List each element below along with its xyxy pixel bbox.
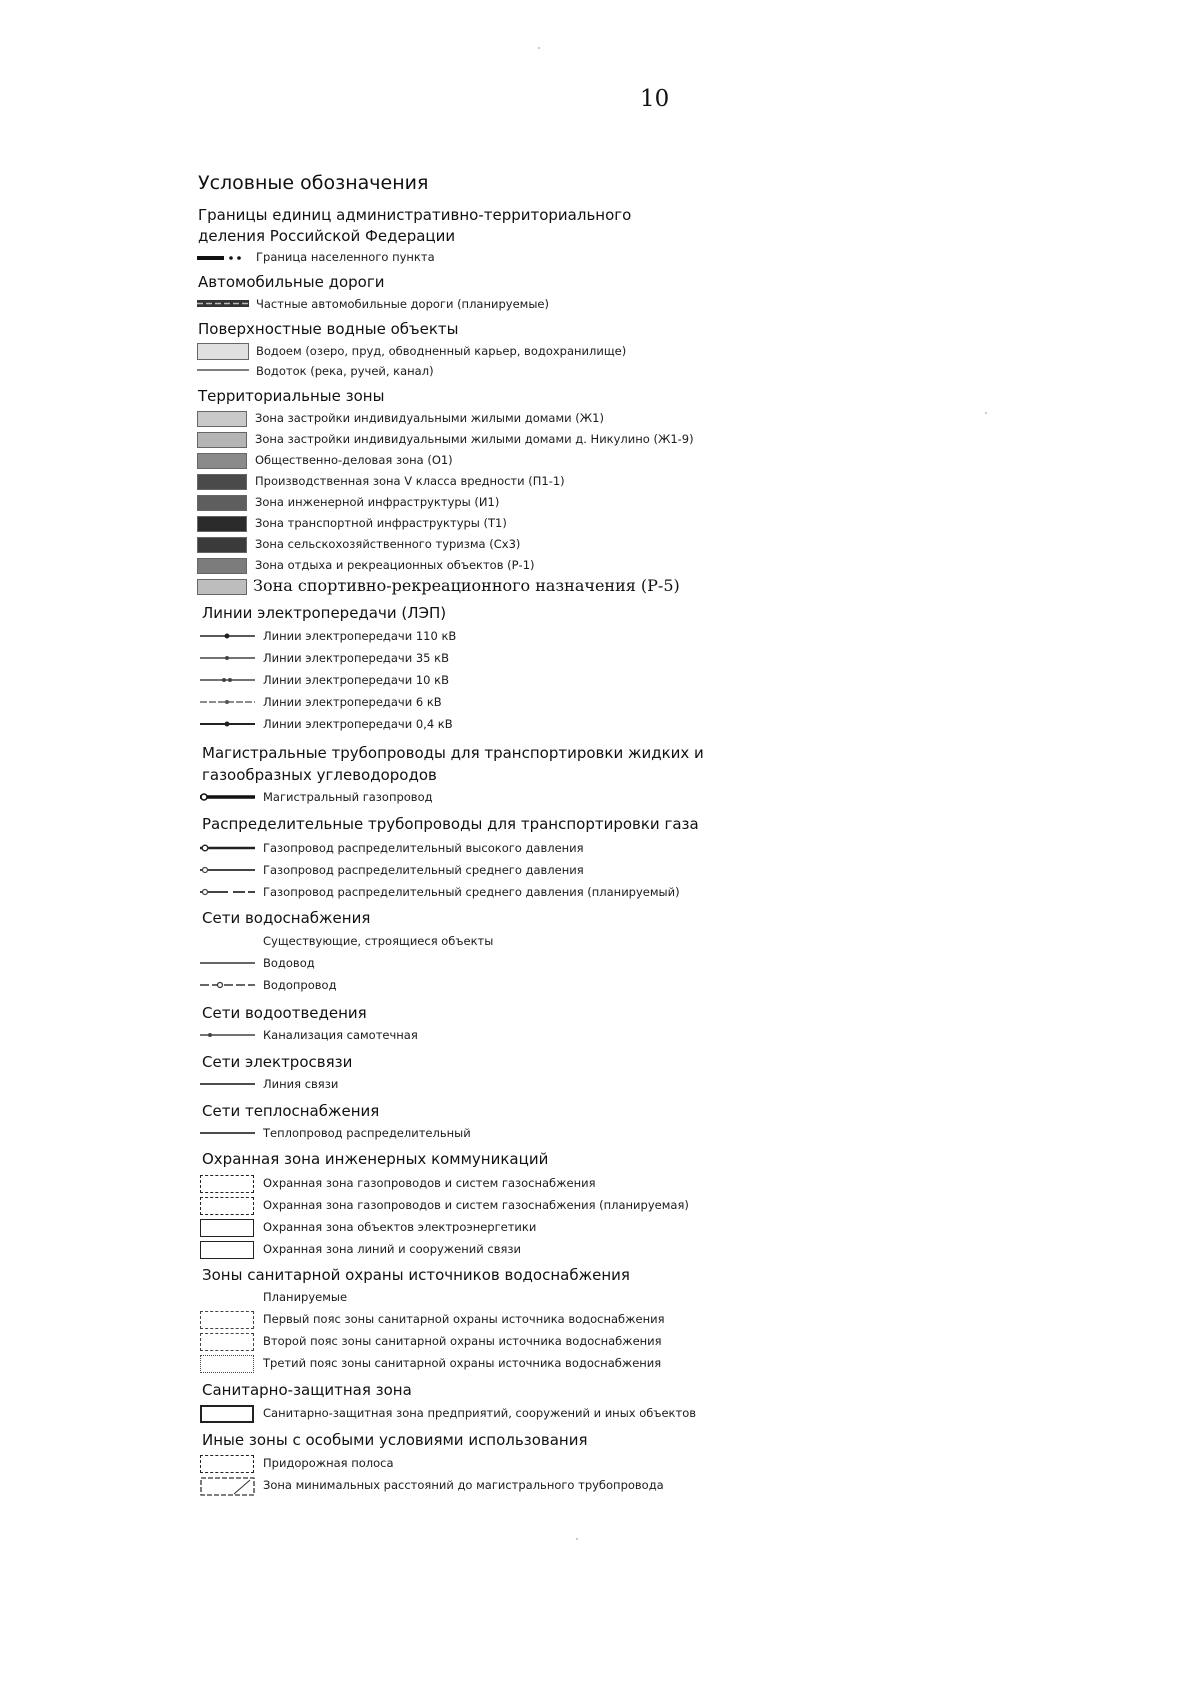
guard-gas-zone-planned-frame [200, 1197, 254, 1215]
sanitary-belt-2-label: Второй пояс зоны санитарной охраны источника водоснабжения [263, 1334, 662, 1348]
scan-speck [985, 412, 987, 414]
zone-t1-swatch [197, 516, 247, 532]
watercourse-icon [197, 366, 251, 374]
trunk-heading-1: Магистральные трубопроводы для транспортировки жидких и [202, 744, 704, 762]
roadside-strip-frame [200, 1455, 254, 1473]
sanitary-belt-3-frame [200, 1355, 254, 1373]
trunk-gas-pipeline-icon [200, 792, 258, 802]
page-number: 10 [640, 86, 670, 112]
power-heading: Линии электропередачи (ЛЭП) [202, 604, 447, 622]
zone-zh1-label: Зона застройки индивидуальными жилыми домами (Ж1) [255, 411, 604, 425]
gas-high-pressure-icon [200, 843, 258, 853]
watercourse-label: Водоток (река, ручей, канал) [256, 364, 434, 378]
guard-telecom-zone-frame [200, 1241, 254, 1259]
gas-medium-pressure-label: Газопровод распределительный среднего давления [263, 863, 584, 877]
scan-speck [576, 1538, 578, 1540]
water-pipeline-label: Водопровод [263, 978, 337, 992]
min-distance-zone-icon [200, 1477, 256, 1497]
roadside-strip-label: Придорожная полоса [263, 1456, 394, 1470]
heat-heading: Сети теплоснабжения [202, 1102, 380, 1120]
trunk-heading-2: газообразных углеводородов [202, 766, 437, 784]
sanitary-subheading: Планируемые [263, 1290, 348, 1304]
reservoir-icon [197, 343, 249, 360]
power-line-04kv-label: Линии электропередачи 0,4 кВ [263, 717, 453, 731]
legend-title: Условные обозначения [198, 172, 429, 194]
zone-zh1-9-label: Зона застройки индивидуальными жилыми домами д. Никулино (Ж1-9) [255, 432, 694, 446]
guard-telecom-zone-label: Охранная зона линий и сооружений связи [263, 1242, 521, 1256]
scan-speck [538, 47, 540, 49]
zone-sx3-swatch [197, 537, 247, 553]
guard-power-zone-frame [200, 1219, 254, 1237]
zone-zh1-swatch [197, 411, 247, 427]
zones-heading: Территориальные зоны [198, 387, 385, 405]
power-line-110kv-icon [200, 631, 258, 641]
gas-high-pressure-label: Газопровод распределительный высокого давления [263, 841, 584, 855]
roads-heading: Автомобильные дороги [198, 273, 385, 291]
zone-p1-1-swatch [197, 474, 247, 490]
sanitary-belt-2-frame [200, 1333, 254, 1351]
sanprot-heading: Санитарно-защитная зона [202, 1381, 412, 1399]
zone-r5-swatch [197, 579, 247, 595]
reservoir-label: Водоем (озеро, пруд, обводненный карьер, водохранилище) [256, 344, 627, 358]
zone-r1-swatch [197, 558, 247, 574]
water-heading: Поверхностные водные объекты [198, 320, 459, 338]
power-line-110kv-label: Линии электропередачи 110 кВ [263, 629, 457, 643]
gas-medium-pressure-icon [200, 865, 258, 875]
guard-gas-zone-label: Охранная зона газопроводов и систем газоснабжения [263, 1176, 596, 1190]
zone-p1-1-label: Производственная зона V класса вредности (П1-1) [255, 474, 565, 488]
sanprot-zone-label: Санитарно-защитная зона предприятий, сооружений и иных объектов [263, 1406, 697, 1420]
water-pipeline-icon [200, 980, 258, 990]
zone-t1-label: Зона транспортной инфраструктуры (Т1) [255, 516, 507, 530]
gas-medium-pressure-planned-label: Газопровод распределительный среднего давления (планируемый) [263, 885, 680, 899]
telecom-line-label: Линия связи [263, 1077, 339, 1091]
gravity-sewer-label: Канализация самотечная [263, 1028, 418, 1042]
min-distance-zone-label: Зона минимальных расстояний до магистрального трубопровода [263, 1478, 664, 1492]
telecom-line-icon [200, 1079, 258, 1089]
settlement-boundary-label: Граница населенного пункта [256, 250, 435, 264]
sanitary-belt-1-frame [200, 1311, 254, 1329]
water-main-label: Водовод [263, 956, 315, 970]
guard-gas-zone-frame [200, 1175, 254, 1193]
gas-medium-pressure-planned-icon [200, 887, 258, 897]
water-main-icon [200, 958, 258, 968]
power-line-10kv-icon [200, 675, 258, 685]
heat-pipeline-icon [200, 1128, 258, 1138]
zone-i1-label: Зона инженерной инфраструктуры (И1) [255, 495, 500, 509]
guard-heading: Охранная зона инженерных коммуникаций [202, 1150, 549, 1168]
planned-road-label: Частные автомобильные дороги (планируемые) [256, 297, 549, 311]
other-heading: Иные зоны с особыми условиями использования [202, 1431, 588, 1449]
sanprot-zone-frame [200, 1405, 254, 1423]
power-line-6kv-icon [200, 697, 258, 707]
watersupply-heading: Сети водоснабжения [202, 909, 371, 927]
power-line-10kv-label: Линии электропередачи 10 кВ [263, 673, 449, 687]
admin-heading-1: Границы единиц административно-территориального [198, 206, 632, 224]
sanitary-heading: Зоны санитарной охраны источников водоснабжения [202, 1266, 630, 1284]
sanitary-belt-3-label: Третий пояс зоны санитарной охраны источника водоснабжения [263, 1356, 662, 1370]
zone-r5-label: Зона спортивно-рекреационного назначения (Р-5) [253, 576, 680, 595]
zone-sx3-label: Зона сельскохозяйственного туризма (Сх3) [255, 537, 521, 551]
sewer-heading: Сети водоотведения [202, 1004, 367, 1022]
telecom-heading: Сети электросвязи [202, 1053, 353, 1071]
power-line-6kv-label: Линии электропередачи 6 кВ [263, 695, 442, 709]
power-line-35kv-icon [200, 653, 258, 663]
admin-heading-2: деления Российской Федерации [198, 227, 456, 245]
zone-zh1-9-swatch [197, 432, 247, 448]
sanitary-belt-1-label: Первый пояс зоны санитарной охраны источника водоснабжения [263, 1312, 665, 1326]
gravity-sewer-icon [200, 1030, 258, 1040]
zone-i1-swatch [197, 495, 247, 511]
power-line-04kv-icon [200, 719, 258, 729]
zone-r1-label: Зона отдыха и рекреационных объектов (Р-1) [255, 558, 535, 572]
zone-o1-label: Общественно-деловая зона (О1) [255, 453, 453, 467]
zone-o1-swatch [197, 453, 247, 469]
power-line-35kv-label: Линии электропередачи 35 кВ [263, 651, 449, 665]
gas-heading: Распределительные трубопроводы для транспортировки газа [202, 815, 699, 833]
guard-gas-zone-planned-label: Охранная зона газопроводов и систем газоснабжения (планируемая) [263, 1198, 689, 1212]
settlement-boundary-icon [197, 252, 251, 264]
heat-pipeline-label: Теплопровод распределительный [263, 1126, 471, 1140]
guard-power-zone-label: Охранная зона объектов электроэнергетики [263, 1220, 537, 1234]
watersupply-subheading: Существующие, строящиеся объекты [263, 934, 494, 948]
planned-road-icon [197, 298, 251, 310]
trunk-gas-pipeline-label: Магистральный газопровод [263, 790, 433, 804]
